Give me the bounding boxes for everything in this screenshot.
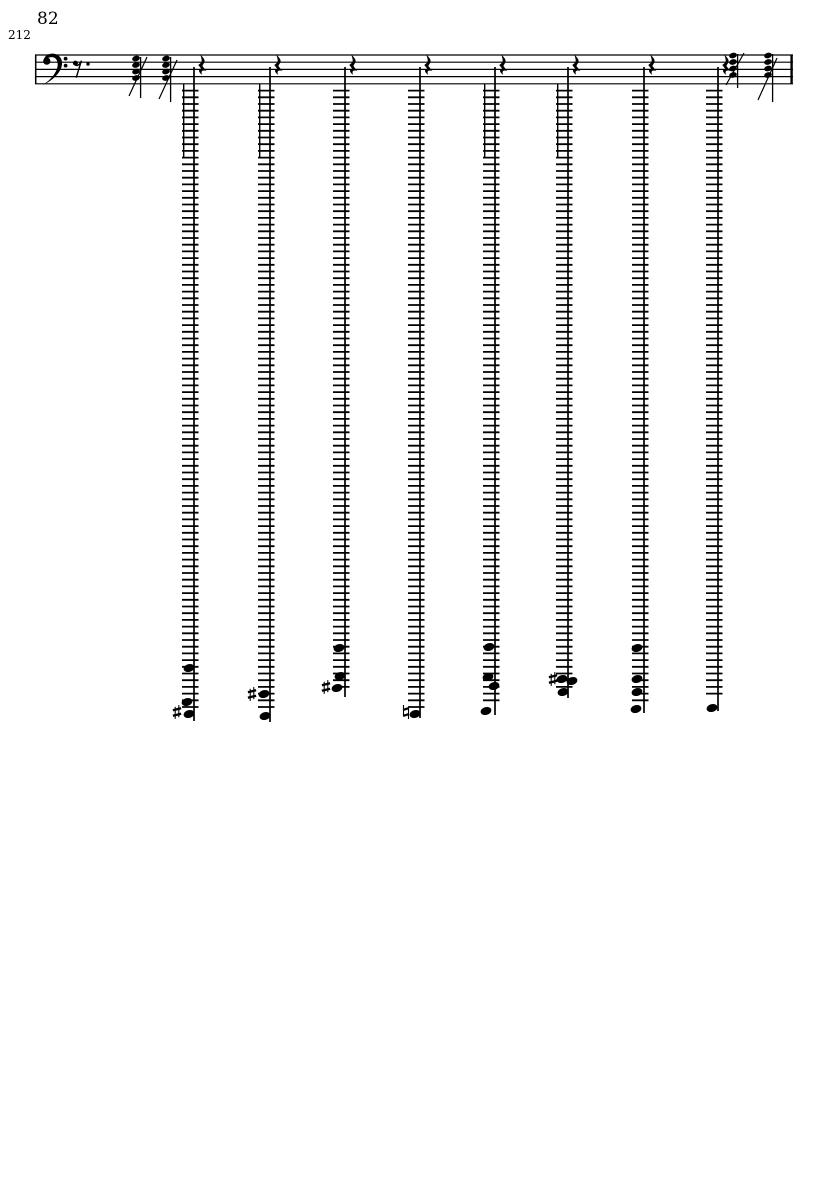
grace-notehead — [729, 52, 738, 59]
engraving-layer — [35, 52, 793, 722]
page-number: 82 — [37, 9, 59, 29]
quarter-rest — [198, 54, 206, 75]
ledger-lines — [706, 91, 723, 694]
grace-notehead — [764, 58, 773, 65]
quarter-rest — [349, 54, 357, 75]
note-column — [403, 54, 432, 719]
quarter-rest — [722, 54, 730, 75]
quarter-rest — [499, 54, 507, 75]
quarter-rest — [648, 54, 656, 75]
sharp-accidental — [322, 680, 330, 694]
notehead — [258, 689, 271, 700]
augmentation-dot — [86, 62, 89, 65]
quarter-rest — [424, 54, 432, 75]
notehead — [630, 704, 643, 715]
note-column — [173, 54, 207, 721]
ledger-lines — [483, 91, 500, 701]
notehead — [631, 674, 644, 685]
staff — [35, 54, 793, 86]
grace-notehead — [132, 55, 141, 62]
note-column — [322, 54, 358, 697]
grace-notehead — [764, 52, 773, 59]
ledger-lines — [182, 91, 199, 707]
note-column — [706, 54, 731, 713]
grace-notehead — [162, 55, 171, 62]
note-column — [630, 54, 657, 714]
sharp-accidental — [173, 705, 181, 719]
notehead — [556, 674, 569, 685]
notehead — [333, 643, 346, 654]
sharp-accidental — [549, 672, 557, 686]
notehead — [631, 687, 644, 698]
quarter-rest — [572, 54, 580, 75]
ledger-lines — [333, 91, 350, 687]
note-column — [248, 54, 283, 722]
ledger-lines — [258, 91, 275, 707]
note-column — [549, 54, 581, 698]
measure-number: 212 — [8, 28, 31, 42]
ledger-lines — [556, 91, 573, 687]
quarter-rest — [274, 54, 282, 75]
ledger-lines — [632, 91, 649, 701]
notehead — [706, 703, 719, 714]
notehead — [480, 706, 493, 717]
notehead — [631, 643, 644, 654]
notehead — [181, 697, 194, 708]
sharp-accidental — [248, 687, 256, 701]
notehead — [331, 683, 344, 694]
ledger-lines — [408, 91, 425, 707]
grace-notehead — [729, 58, 738, 65]
notehead — [488, 681, 501, 692]
note-column — [480, 54, 508, 716]
notehead — [483, 642, 496, 653]
